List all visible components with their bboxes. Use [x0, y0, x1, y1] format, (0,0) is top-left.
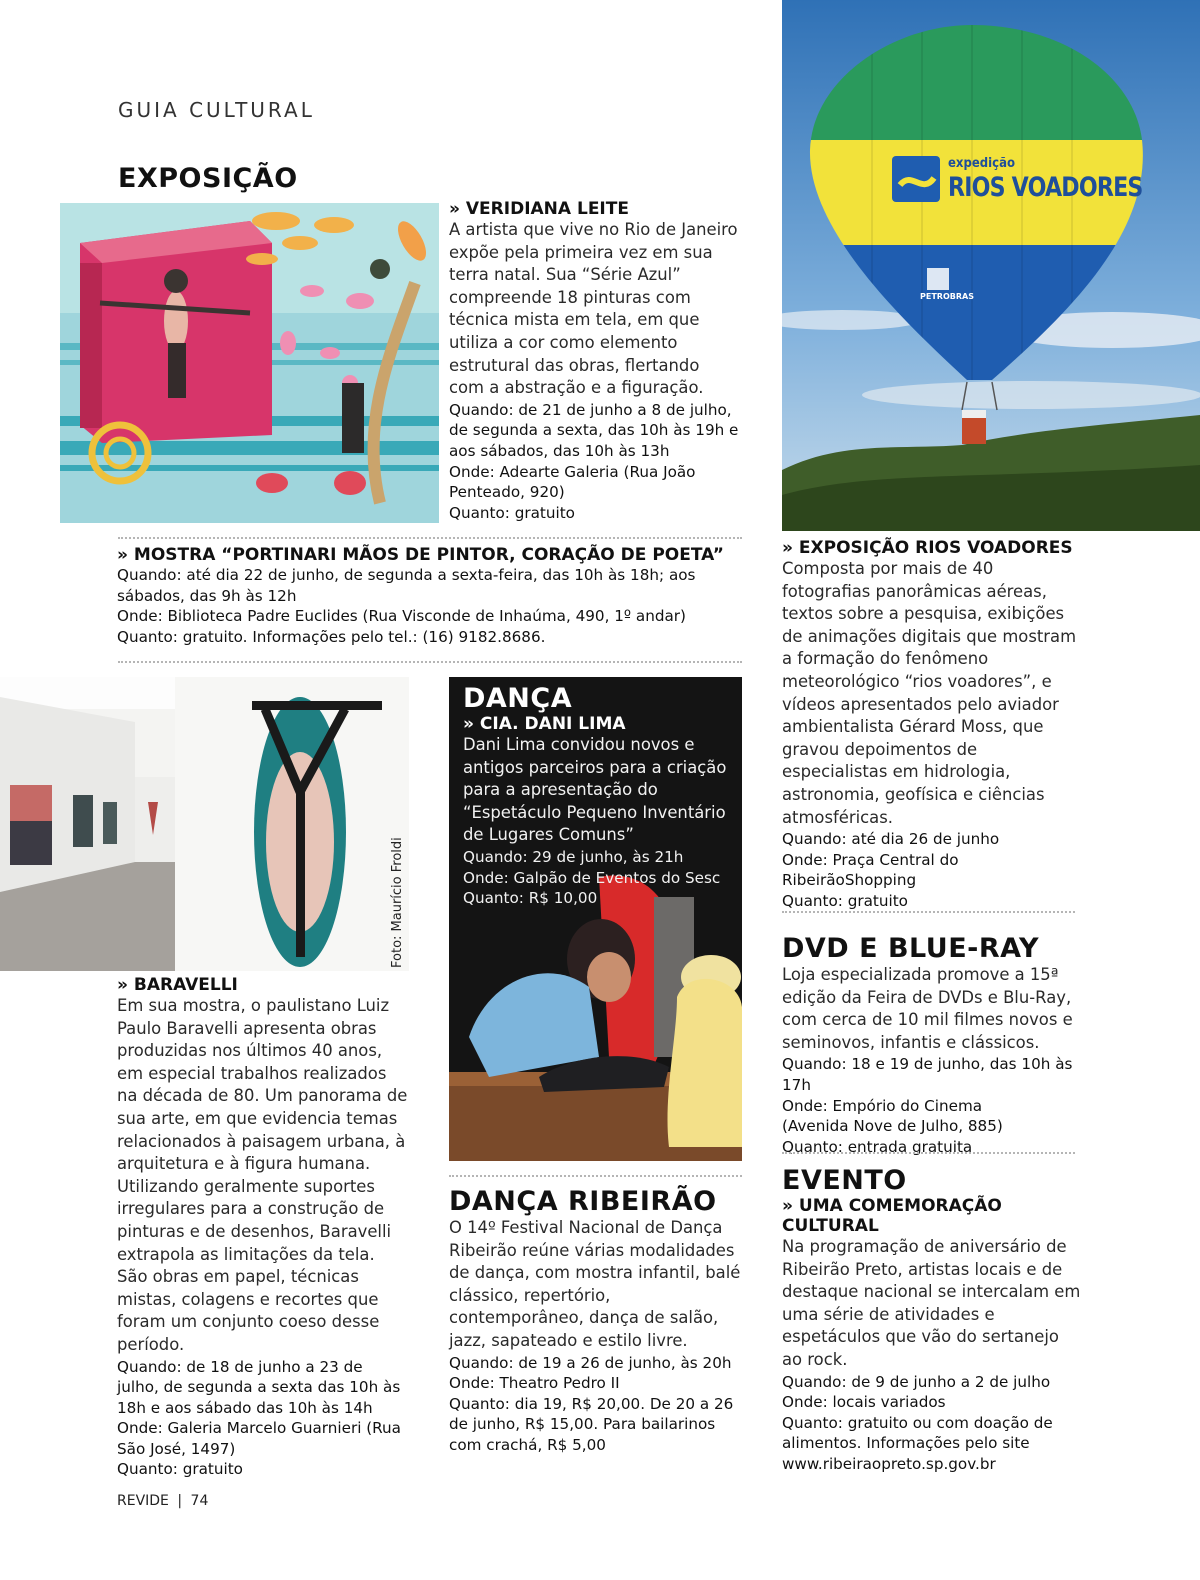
- baravelli-where: Onde: Galeria Marcelo Guarnieri (Rua São José, 1497): [117, 1419, 401, 1458]
- footer-magazine: REVIDE: [117, 1493, 169, 1509]
- rios-voadores-where: Onde: Praça Central do RibeirãoShopping: [782, 850, 959, 890]
- danca-where: Onde: Galpão de Eventos do Sesc: [463, 868, 721, 887]
- dvd-where: Onde: Empório do Cinema (Avenida Nove de Julho, 885): [782, 1096, 1003, 1136]
- dvd-price: Quanto: entrada gratuita: [782, 1137, 973, 1156]
- divider: [782, 911, 1075, 913]
- divider: [449, 1175, 742, 1177]
- danca-ribeirao-heading: DANÇA RIBEIRÃO: [449, 1186, 717, 1217]
- danca-article: [463, 683, 733, 909]
- evento-title: » UMA COMEMORAÇÃO CULTURAL: [782, 1196, 1002, 1236]
- evento-when: Quando: de 9 de junho a 2 de julho: [782, 1372, 1051, 1391]
- balloon-brand-big: RIOS VOADORES: [948, 172, 1143, 203]
- dvd-text: Loja especializada promove a 15ª edição da Feira de DVDs e Blu-Ray, com cerca de 10 mil filmes novos e seminovos, infantis e clássicos.: [782, 965, 1073, 1052]
- veridiana-where: Onde: Adearte Galeria (Rua João Penteado, 920): [449, 462, 696, 502]
- dvd-when: Quando: 18 e 19 de junho, das 10h às 17h: [782, 1055, 1073, 1094]
- rios-voadores-text: Composta por mais de 40 fotografias panorâmicas aéreas, textos sobre a pesquisa, exibições de animações digitais que mostram a formação do fenômeno meteorológico “rios voadores”, e vídeos apresentados pelo aviador ambientalista Gérard Moss, que gravou depoimentos de especialistas em hidrologia, astronomia, geofísica e ciências atmosféricas.: [782, 559, 1077, 827]
- dvd-heading: DVD E BLUE-RAY: [782, 933, 1040, 964]
- veridiana-text: A artista que vive no Rio de Janeiro expõe pela primeira vez em sua terra natal. Sua “Série Azul” compreende 18 pinturas com técnica mista em tela, em que utiliza a cor como elemento estrutural das obras, flertando com a abstração e a figuração.: [449, 220, 738, 398]
- veridiana-painting-image: [60, 203, 439, 523]
- rios-voadores-title: » EXPOSIÇÃO RIOS VOADORES: [782, 538, 1073, 558]
- balloon-brand-small: expedição: [948, 156, 1016, 171]
- balloon-image: [782, 0, 1200, 531]
- photo-credit: Foto: Maurício Froldi: [390, 837, 405, 968]
- portinari-article: [117, 545, 742, 647]
- veridiana-price: Quanto: gratuito: [449, 503, 575, 522]
- footer: [117, 1493, 208, 1509]
- baravelli-when: Quando: de 18 de junho a 23 de julho, de segunda a sexta das 10h às 18h e aos sábado das 10h às 14h: [117, 1357, 401, 1417]
- section-label: GUIA CULTURAL: [118, 98, 315, 122]
- danca-heading: DANÇA: [463, 683, 573, 714]
- danca-photo-box: [449, 677, 742, 1161]
- portinari-where: Onde: Biblioteca Padre Euclides (Rua Visconde de Inhaúma, 490, 1º andar): [117, 607, 686, 626]
- danca-title: » CIA. DANI LIMA: [463, 714, 626, 734]
- baravelli-gallery-image: [0, 677, 409, 971]
- evento-article: [782, 1165, 1082, 1475]
- baravelli-title: » BARAVELLI: [117, 975, 238, 995]
- divider: [118, 661, 742, 663]
- danca-price: Quanto: R$ 10,00: [463, 889, 598, 908]
- footer-separator: |: [177, 1493, 183, 1509]
- danca-ribeirao-price: Quanto: dia 19, R$ 20,00. De 20 a 26 de junho, R$ 15,00. Para bailarinos com crachá, R$ 5,00: [449, 1394, 734, 1454]
- danca-when: Quando: 29 de junho, às 21h: [463, 847, 684, 866]
- danca-ribeirao-article: [449, 1186, 742, 1456]
- portinari-title: » MOSTRA “PORTINARI MÃOS DE PINTOR, CORAÇÃO DE POETA”: [117, 545, 724, 565]
- danca-ribeirao-where: Onde: Theatro Pedro II: [449, 1374, 620, 1393]
- balloon-sponsor: PETROBRAS: [920, 292, 974, 301]
- evento-where: Onde: locais variados: [782, 1393, 946, 1412]
- baravelli-article: [117, 975, 409, 1480]
- danca-ribeirao-when: Quando: de 19 a 26 de junho, às 20h: [449, 1353, 732, 1372]
- evento-heading: EVENTO: [782, 1165, 907, 1196]
- divider: [118, 537, 742, 539]
- veridiana-title: » VERIDIANA LEITE: [449, 199, 629, 219]
- baravelli-price: Quanto: gratuito: [117, 1460, 243, 1479]
- veridiana-article: [449, 199, 739, 523]
- rios-voadores-article: [782, 538, 1082, 912]
- danca-ribeirao-text: O 14º Festival Nacional de Dança Ribeirão reúne várias modalidades de dança, com mostra infantil, balé clássico, repertório, contemporâneo, dança de salão, jazz, sapateado e estilo livre.: [449, 1218, 741, 1350]
- portinari-when: Quando: até dia 22 de junho, de segunda a sexta-feira, das 10h às 18h; aos sábados, das 9h às 12h: [117, 566, 696, 605]
- rios-voadores-when: Quando: até dia 26 de junho: [782, 830, 1000, 849]
- evento-price: Quanto: gratuito ou com doação de alimentos. Informações pelo site www.ribeiraopreto.sp.gov.br: [782, 1413, 1053, 1473]
- portinari-price: Quanto: gratuito. Informações pelo tel.: (16) 9182.8686.: [117, 627, 546, 646]
- rios-voadores-price: Quanto: gratuito: [782, 891, 908, 910]
- exposicao-heading: EXPOSIÇÃO: [118, 163, 298, 194]
- danca-text: Dani Lima convidou novos e antigos parceiros para a criação para a apresentação do “Espetáculo Pequeno Inventário de Lugares Comuns”: [463, 735, 727, 845]
- divider: [782, 1152, 1075, 1154]
- veridiana-when: Quando: de 21 de junho a 8 de julho, de segunda a sexta, das 10h às 19h e aos sábados, das 10h às 13h: [449, 400, 739, 460]
- footer-page-number: 74: [190, 1493, 209, 1509]
- dvd-article: [782, 933, 1082, 1157]
- evento-text: Na programação de aniversário de Ribeirão Preto, artistas locais e de destaque nacional se intercalam em uma série de atividades e espetáculos que vão do sertanejo ao rock.: [782, 1237, 1081, 1369]
- baravelli-text: Em sua mostra, o paulistano Luiz Paulo Baravelli apresenta obras produzidas nos últimos 40 anos, em especial trabalhos realizados na década de 80. Um panorama de sua arte, em que evidencia temas relacionados à paisagem urbana, à arquitetura e à figura humana. Utilizando geralmente suportes irregulares para a construção de pinturas e de desenhos, Baravelli extrapola as limitações da tela. São obras em papel, técnicas mistas, colagens e recortes que foram um conjunto coeso desse período.: [117, 996, 408, 1354]
